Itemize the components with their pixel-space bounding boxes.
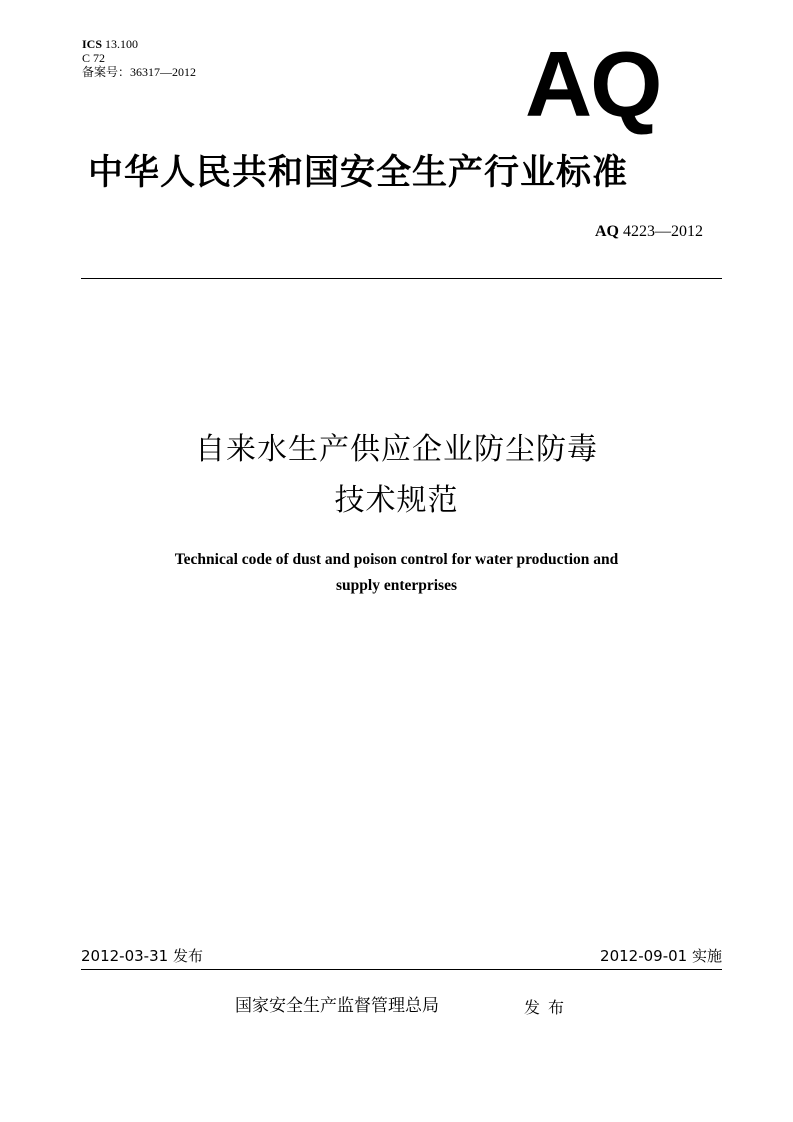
standard-code: 4223—2012 xyxy=(623,223,703,240)
aq-logo: AQ xyxy=(525,32,661,136)
issue-action: 发布 xyxy=(524,998,573,1017)
title-zh-line1: 自来水生产供应企业防尘防毒 xyxy=(195,432,598,467)
implementation-date: 2012-09-01 实施 xyxy=(600,947,722,965)
standard-prefix: AQ xyxy=(595,223,619,240)
title-en-line2: supply enterprises xyxy=(336,577,457,594)
standard-number xyxy=(595,222,703,242)
ics-label: ICS xyxy=(82,37,103,51)
bottom-divider xyxy=(81,969,722,970)
ics-code xyxy=(82,37,196,51)
issue-date: 2012-03-31 发布 xyxy=(81,947,203,965)
title-en-line1: Technical code of dust and poison control for water production and xyxy=(174,551,619,568)
ccs-code: C 72 xyxy=(82,51,106,65)
title-zh-line2: 技术规范 xyxy=(334,483,459,518)
issuing-authority: 国家安全生产监督管理总局 xyxy=(235,996,439,1016)
ics-value: 13.100 xyxy=(105,37,139,51)
classification-codes xyxy=(82,37,196,79)
top-divider xyxy=(81,278,722,279)
filing-number: 备案号：36317—2012 xyxy=(82,65,197,79)
standard-category-title: 中华人民共和国安全生产行业标准 xyxy=(88,153,629,193)
